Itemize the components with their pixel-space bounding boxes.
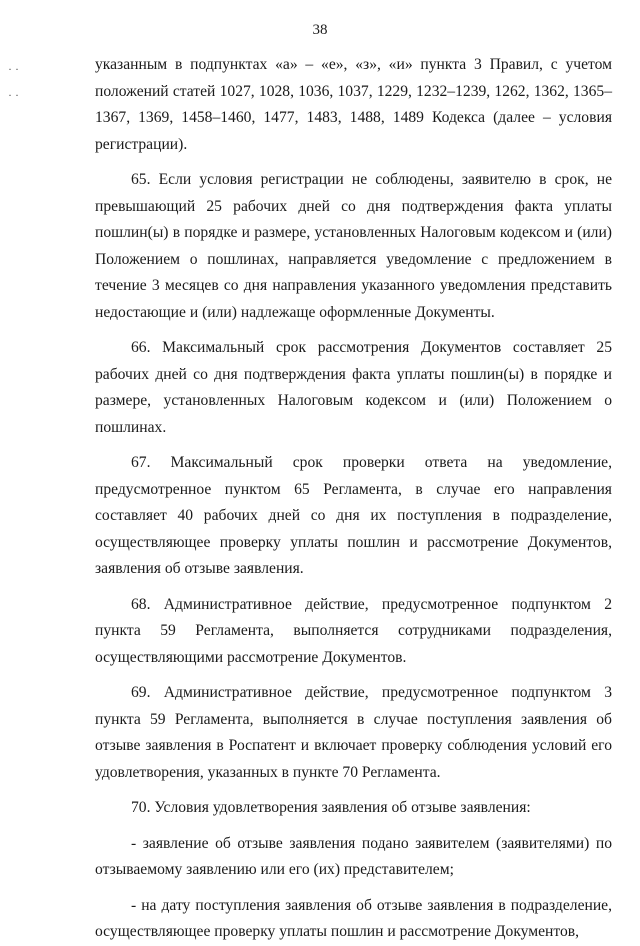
paragraph-continuation: указанным в подпунктах «а» – «е», «з», «и» пункта 3 Правил, с учетом положений статей 1027, 1028, 1036, 1037, 1229, 1232–1239, 1262, 1362, 1365–1367, 1369, 1458–1460, 1477, 1483, 1488, 1489 Кодекса (далее – условия регистрации). [95,56,612,153]
margin-marks [8,56,19,108]
page-number: 38 [312,22,328,38]
paragraph-69: 69. Административное действие, предусмотренное подпунктом 3 пункта 59 Регламента, выполняется в случае поступления заявления об отзыве заявления в Роспатент и включает проверку соблюдения условий его удовлетворения, указанных в пункте 70 Регламента. [95,684,612,781]
paragraph-65: 65. Если условия регистрации не соблюдены, заявителю в срок, не превышающий 25 рабочих дней со дня подтверждения факта уплаты пошлин(ы) в порядке и размере, установленных Налоговым кодексом и (или) Положением о пошлинах, направляется уведомление с предложением в течение 3 месяцев со дня направления указанного уведомления представить недостающие и (или) надлежаще оформленные Документы. [95,171,612,321]
paragraph-67: 67. Максимальный срок проверки ответа на уведомление, предусмотренное пунктом 65 Регламента, в случае его направления составляет 40 рабочих дней со дня их поступления в подразделение, осуществляющее проверку уплаты пошлин и рассмотрение Документов, заявления об отзыве заявления. [95,454,612,577]
margin-mark: · · [8,62,19,76]
list-item: - заявление об отзыве заявления подано заявителем (заявителями) по отзываемому заявлению или его (их) представителем; [95,834,612,878]
paragraph-66: 66. Максимальный срок рассмотрения Документов составляет 25 рабочих дней со дня подтверждения факта уплаты пошлин(ы) в порядке и размере, установленных Налоговым кодексом и (или) Положением о пошлинах. [95,339,612,436]
margin-mark: · · [8,88,19,102]
paragraph-68: 68. Административное действие, предусмотренное подпунктом 2 пункта 59 Регламента, выполняется сотрудниками подразделения, осуществляющими рассмотрение Документов. [95,595,612,666]
paragraph-70: 70. Условия удовлетворения заявления об отзыве заявления: [131,799,531,816]
list-item: - на дату поступления заявления об отзыве заявления в подразделение, осуществляющее проверку уплаты пошлин и рассмотрение Документов, [95,896,612,940]
document-body [95,52,612,946]
